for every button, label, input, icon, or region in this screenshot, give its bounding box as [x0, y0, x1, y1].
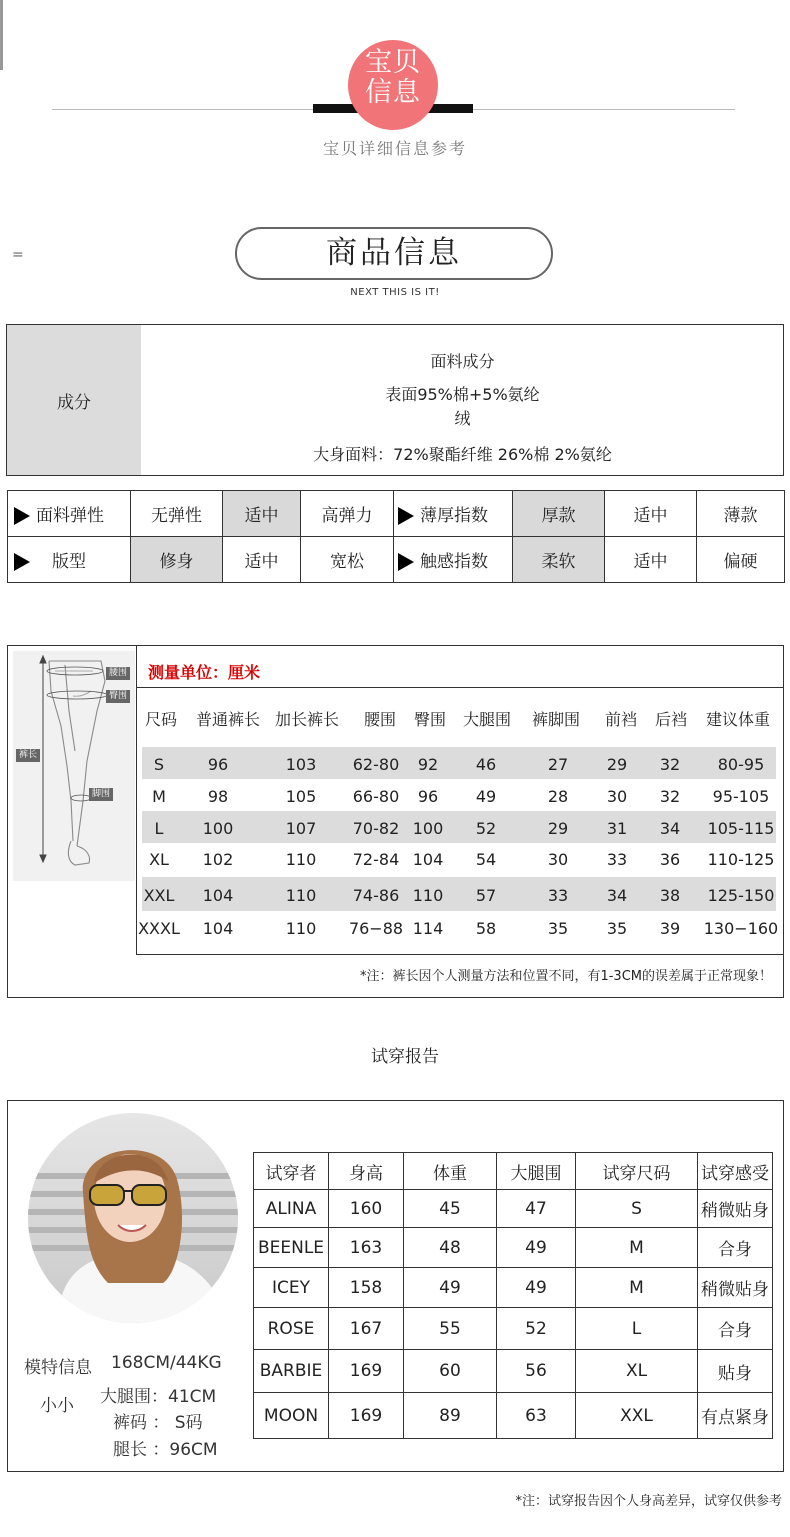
attr-option: 适中: [605, 537, 697, 583]
size-value-cell: 114: [412, 919, 444, 938]
size-value-cell: 29: [547, 819, 569, 838]
try-on-cell: 89: [404, 1393, 497, 1439]
try-on-header-row: [254, 1153, 773, 1190]
size-value-cell: 39: [659, 919, 681, 938]
badge-line-2: 信息: [365, 77, 421, 108]
size-value-cell: 34: [659, 819, 681, 838]
try-on-cell: 贴身: [698, 1350, 773, 1393]
try-on-cell: 47: [497, 1190, 576, 1228]
size-value-cell: 104: [202, 886, 234, 905]
try-on-row: [254, 1393, 773, 1439]
model-size: 裤码 ： S码: [113, 1413, 203, 1433]
try-on-table: [253, 1152, 773, 1439]
size-value-cell: 103: [285, 755, 317, 774]
hem-tag: 脚围: [89, 788, 113, 801]
try-on-cell: ROSE: [254, 1308, 329, 1350]
size-value-cell: 95-105: [712, 787, 770, 806]
size-value-cell: 110: [285, 850, 317, 869]
try-on-cell: 48: [404, 1228, 497, 1268]
try-on-cell: 合身: [698, 1228, 773, 1268]
attr-option: 偏硬: [697, 537, 785, 583]
size-value-cell: 100: [412, 819, 444, 838]
size-value-cell: 92: [417, 755, 439, 774]
model-photo: [28, 1113, 238, 1323]
size-label-cell: M: [152, 787, 166, 806]
try-on-cell: ICEY: [254, 1268, 329, 1308]
try-on-header-cell: 体重: [404, 1153, 497, 1190]
try-on-cell: XL: [576, 1350, 698, 1393]
size-value-cell: 110: [412, 886, 444, 905]
model-avatar-illustration: [28, 1113, 238, 1323]
try-on-cell: XXL: [576, 1393, 698, 1439]
badge-line-1: 宝贝: [365, 47, 421, 78]
size-value-cell: 35: [547, 919, 569, 938]
try-on-cell: 49: [497, 1268, 576, 1308]
model-name: 小小: [40, 1396, 74, 1416]
size-value-cell: 27: [547, 755, 569, 774]
size-value-cell: 74-86: [352, 886, 400, 905]
size-header-cell: 后裆: [654, 710, 687, 729]
try-on-header-cell: 试穿尺码: [576, 1153, 698, 1190]
size-value-cell: 107: [285, 819, 317, 838]
size-value-cell: 62-80: [352, 755, 400, 774]
size-value-cell: 80-95: [717, 755, 765, 774]
attr-head-elasticity: 面料弹性: [8, 491, 131, 537]
size-value-cell: 58: [475, 919, 497, 938]
try-on-header-cell: 身高: [329, 1153, 404, 1190]
try-on-cell: 160: [329, 1190, 404, 1228]
pants-diagram: [13, 651, 135, 881]
composition-body: 大身面料：72%聚酯纤维 26%棉 2%氨纶: [313, 445, 612, 464]
try-on-header-cell: 大腿围: [497, 1153, 576, 1190]
try-on-cell: 49: [497, 1228, 576, 1268]
size-value-cell: 30: [606, 787, 628, 806]
pants-illustration: [13, 651, 135, 881]
size-label-cell: L: [154, 819, 164, 838]
try-on-cell: ALINA: [254, 1190, 329, 1228]
triangle-icon: [398, 553, 414, 571]
try-on-header-cell: 试穿者: [254, 1153, 329, 1190]
try-on-cell: 63: [497, 1393, 576, 1439]
length-tag: 裤长: [16, 749, 40, 762]
size-value-cell: 52: [475, 819, 497, 838]
size-value-cell: 98: [207, 787, 229, 806]
size-value-cell: 70-82: [352, 819, 400, 838]
model-info-label: 模特信息: [24, 1358, 92, 1378]
triangle-icon: [14, 553, 30, 571]
corner-mark: [0, 0, 3, 70]
size-value-cell: 32: [659, 755, 681, 774]
try-on-cell: 45: [404, 1190, 497, 1228]
try-on-cell: 有点紧身: [698, 1393, 773, 1439]
composition-label: 成分: [7, 325, 141, 475]
header-subtitle: 宝贝详细信息参考: [322, 139, 467, 158]
size-header-cell: 前裆: [604, 710, 637, 729]
attr-option: 宽松: [301, 537, 394, 583]
attr-head-touch: 触感指数: [394, 537, 513, 583]
size-unit-divider: [137, 687, 783, 688]
size-value-cell: 72-84: [352, 850, 400, 869]
size-value-cell: 66-80: [352, 787, 400, 806]
size-header-cell: 腰围: [363, 710, 396, 729]
size-header-cell: 尺码: [144, 710, 177, 729]
try-on-title: 试穿报告: [371, 1047, 439, 1067]
size-value-cell: 34: [606, 886, 628, 905]
size-value-cell: 49: [475, 787, 497, 806]
size-value-cell: 57: [475, 886, 497, 905]
composition-surface: 表面95%棉+5%氨纶: [385, 385, 540, 404]
size-value-cell: 46: [475, 755, 497, 774]
size-value-cell: 102: [202, 850, 234, 869]
try-on-cell: 稍微贴身: [698, 1268, 773, 1308]
try-on-row: [254, 1228, 773, 1268]
try-on-cell: BEENLE: [254, 1228, 329, 1268]
size-value-cell: 36: [659, 850, 681, 869]
attr-option: 修身: [131, 537, 223, 583]
size-value-cell: 104: [412, 850, 444, 869]
size-label-cell: S: [153, 755, 165, 774]
attr-option: 厚款: [513, 491, 605, 537]
size-value-cell: 33: [606, 850, 628, 869]
attr-option: 无弹性: [131, 491, 223, 537]
size-value-cell: 110-125: [707, 850, 775, 869]
model-stats: 168CM/44KG: [111, 1353, 222, 1373]
composition-heading: 面料成分: [430, 352, 495, 371]
attr-head-fit: 版型: [8, 537, 131, 583]
try-on-row: [254, 1308, 773, 1350]
attr-option: 适中: [223, 537, 301, 583]
section-subtitle: NEXT THIS IS IT!: [350, 287, 440, 298]
size-value-cell: 125-150: [707, 886, 775, 905]
size-header-cell: 臀围: [413, 710, 446, 729]
try-on-cell: 60: [404, 1350, 497, 1393]
try-on-cell: MOON: [254, 1393, 329, 1439]
size-value-cell: 30: [547, 850, 569, 869]
size-label-cell: XL: [149, 850, 169, 869]
size-label-cell: XXL: [143, 886, 175, 905]
try-on-cell: 56: [497, 1350, 576, 1393]
size-header-cell: 普通裤长: [195, 710, 260, 729]
size-chart-note: *注：裤长因个人测量方法和位置不同，有1-3CM的误差属于正常现象！: [359, 969, 772, 984]
size-value-cell: 104: [202, 919, 234, 938]
triangle-icon: [398, 507, 414, 525]
try-on-row: [254, 1268, 773, 1308]
try-on-cell: M: [576, 1268, 698, 1308]
try-on-cell: 合身: [698, 1308, 773, 1350]
model-thigh: 大腿围：41CM: [100, 1387, 217, 1407]
size-value-cell: 110: [285, 919, 317, 938]
section-title: 商品信息: [235, 227, 553, 280]
try-on-cell: 158: [329, 1268, 404, 1308]
try-on-row: [254, 1190, 773, 1228]
try-on-cell: M: [576, 1228, 698, 1268]
size-value-cell: 96: [207, 755, 229, 774]
attribute-row-2: [8, 537, 785, 583]
size-value-cell: 100: [202, 819, 234, 838]
attr-head-thickness: 薄厚指数: [394, 491, 513, 537]
try-on-note: *注：试穿报告因个人身高差异，试穿仅供参考: [515, 1494, 782, 1509]
attr-option: 高弹力: [301, 491, 394, 537]
attribute-row-1: [8, 491, 785, 537]
size-unit-label: 测量单位：厘米: [148, 663, 261, 682]
size-value-cell: 110: [285, 886, 317, 905]
try-on-cell: 49: [404, 1268, 497, 1308]
composition-lining: 绒: [454, 409, 471, 428]
header-badge-text: [348, 48, 438, 108]
try-on-cell: S: [576, 1190, 698, 1228]
size-value-cell: 105: [285, 787, 317, 806]
model-leg: 腿长 ：96CM: [113, 1440, 218, 1460]
size-value-cell: 29: [606, 755, 628, 774]
size-value-cell: 105-115: [707, 819, 775, 838]
try-on-cell: 169: [329, 1350, 404, 1393]
size-value-cell: 96: [417, 787, 439, 806]
try-on-row: [254, 1350, 773, 1393]
size-label-cell: XXXL: [138, 919, 180, 938]
try-on-header-cell: 试穿感受: [698, 1153, 773, 1190]
size-value-cell: 54: [475, 850, 497, 869]
size-value-cell: 76−88: [348, 919, 404, 938]
size-value-cell: 32: [659, 787, 681, 806]
try-on-cell: 167: [329, 1308, 404, 1350]
waist-tag: 腰围: [106, 667, 130, 680]
size-value-cell: 28: [547, 787, 569, 806]
try-on-cell: 52: [497, 1308, 576, 1350]
size-header-cell: 裤脚围: [531, 710, 580, 729]
try-on-cell: 163: [329, 1228, 404, 1268]
size-header-cell: 加长裤长: [274, 710, 339, 729]
hip-tag: 臀围: [106, 690, 130, 703]
size-header-cell: 大腿围: [462, 710, 511, 729]
side-mark: =: [12, 247, 24, 263]
attr-option: 薄款: [697, 491, 785, 537]
size-value-cell: 38: [659, 886, 681, 905]
attribute-grid: [7, 490, 785, 583]
triangle-icon: [14, 507, 30, 525]
attr-option: 柔软: [513, 537, 605, 583]
attr-option: 适中: [605, 491, 697, 537]
attr-option: 适中: [223, 491, 301, 537]
size-value-cell: 31: [606, 819, 628, 838]
try-on-cell: 稍微贴身: [698, 1190, 773, 1228]
size-value-cell: 33: [547, 886, 569, 905]
try-on-cell: 55: [404, 1308, 497, 1350]
size-value-cell: 130−160: [703, 919, 779, 938]
try-on-cell: L: [576, 1308, 698, 1350]
try-on-cell: 169: [329, 1393, 404, 1439]
size-header-cell: 建议体重: [705, 710, 770, 729]
try-on-cell: BARBIE: [254, 1350, 329, 1393]
size-value-cell: 35: [606, 919, 628, 938]
